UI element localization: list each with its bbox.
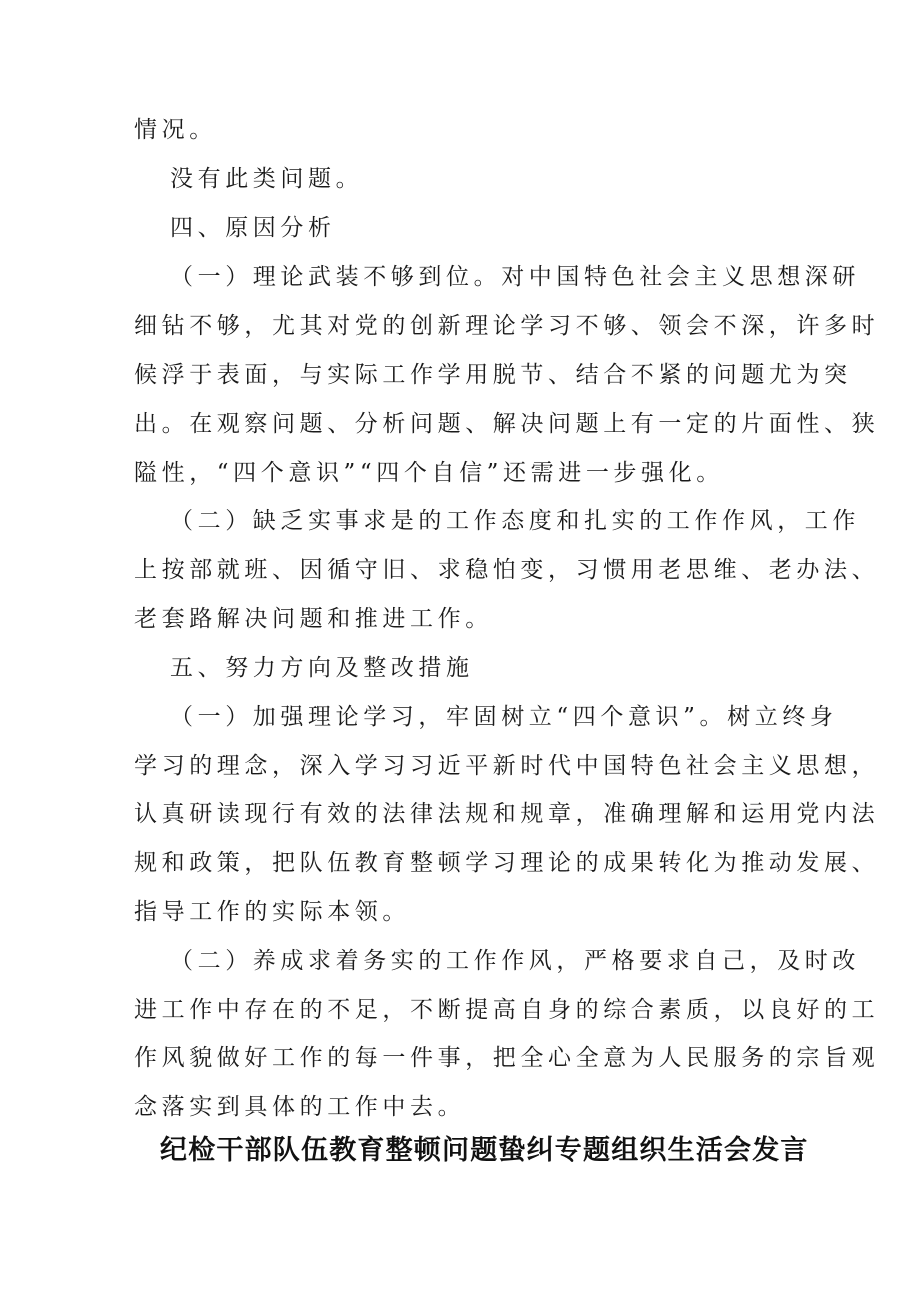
section-heading: 四、原因分析 xyxy=(170,215,336,241)
text-line: 认真研读现行有效的法律法规和规章，准确理解和运用党内法 xyxy=(134,801,880,827)
section-heading: 五、努力方向及整改措施 xyxy=(170,655,474,681)
text-line: 学习的理念，深入学习习近平新时代中国特色社会主义思想， xyxy=(134,753,880,779)
text-line: 没有此类问题。 xyxy=(170,166,364,192)
text-line: （一）理论武装不够到位。对中国特色社会主义思想深研 xyxy=(170,264,860,290)
text-line: 隘性，“四个意识”“四个自信”还需进一步强化。 xyxy=(134,460,724,486)
text-line: 老套路解决问题和推进工作。 xyxy=(134,606,493,632)
text-line: 念落实到具体的工作中去。 xyxy=(134,1094,466,1120)
text-line: 候浮于表面，与实际工作学用脱节、结合不紧的问题尤为突 xyxy=(134,362,852,388)
document-title: 纪检干部队伍教育整顿问题蛰纠专题组织生活会发言 xyxy=(160,1135,809,1166)
text-line: （二）养成求着务实的工作作风，严格要求自己，及时改 xyxy=(170,948,860,974)
text-line: 细钻不够，尤其对党的创新理论学习不够、领会不深，许多时 xyxy=(134,313,880,339)
text-line: 情况。 xyxy=(134,117,217,143)
text-line: 进工作中存在的不足，不断提高自身的综合素质，以良好的工 xyxy=(134,997,880,1023)
text-line: 上按部就班、因循守旧、求稳怕变，习惯用老思维、老办法、 xyxy=(134,557,880,583)
text-line: 规和政策，把队伍教育整顿学习理论的成果转化为推动发展、 xyxy=(134,850,880,876)
text-line: （二）缺乏实事求是的工作态度和扎实的工作作风，工作 xyxy=(170,508,860,534)
text-line: 出。在观察问题、分析问题、解决问题上有一定的片面性、狭 xyxy=(134,411,880,437)
text-line: （一）加强理论学习，牢固树立“四个意识”。树立终身 xyxy=(170,704,838,730)
text-line: 作风貌做好工作的每一件事，把全心全意为人民服务的宗旨观 xyxy=(134,1045,880,1071)
text-line: 指导工作的实际本领。 xyxy=(134,899,410,925)
